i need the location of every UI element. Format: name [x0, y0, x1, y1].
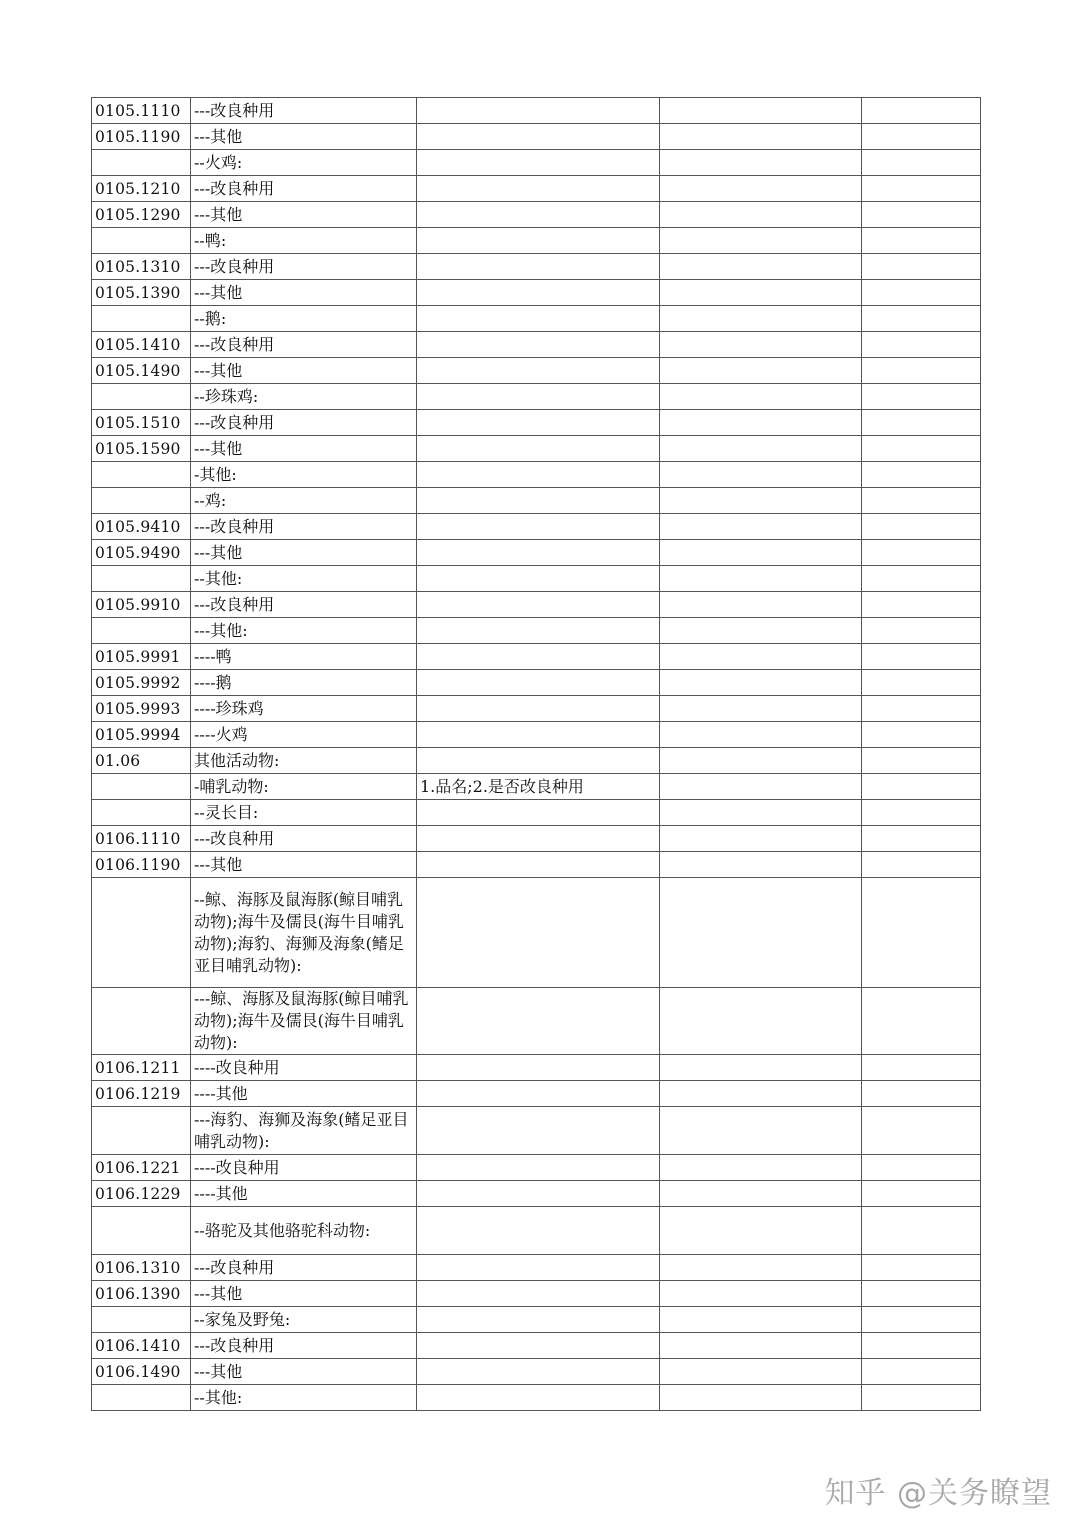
- empty-cell: [862, 98, 981, 124]
- declaration-elements-cell: [417, 748, 660, 774]
- description-cell: ---鲸、海豚及鼠海豚(鲸目哺乳动物);海牛及儒艮(海牛目哺乳动物):: [191, 988, 417, 1055]
- description-cell: ----珍珠鸡: [191, 696, 417, 722]
- empty-cell: [862, 878, 981, 988]
- description-cell: --骆驼及其他骆驼科动物:: [191, 1207, 417, 1255]
- empty-cell: [660, 228, 862, 254]
- declaration-elements-cell: [417, 358, 660, 384]
- declaration-elements-cell: [417, 566, 660, 592]
- table-row: [92, 1307, 981, 1333]
- empty-cell: [862, 1359, 981, 1385]
- empty-cell: [660, 488, 862, 514]
- hs-code-cell: 0106.1310: [92, 1255, 191, 1281]
- table-row: [92, 1107, 981, 1155]
- declaration-elements-cell: [417, 254, 660, 280]
- table-row: [92, 150, 981, 176]
- empty-cell: [862, 540, 981, 566]
- table-row: [92, 1155, 981, 1181]
- empty-cell: [660, 540, 862, 566]
- description-cell: --火鸡:: [191, 150, 417, 176]
- empty-cell: [862, 988, 981, 1055]
- empty-cell: [660, 748, 862, 774]
- empty-cell: [862, 280, 981, 306]
- table-row: [92, 202, 981, 228]
- description-cell: ----鸭: [191, 644, 417, 670]
- declaration-elements-cell: [417, 592, 660, 618]
- table-row: [92, 644, 981, 670]
- empty-cell: [660, 384, 862, 410]
- empty-cell: [862, 384, 981, 410]
- declaration-elements-cell: [417, 644, 660, 670]
- table-row: [92, 1181, 981, 1207]
- hs-code-cell: 01.06: [92, 748, 191, 774]
- hs-code-cell: 0106.1219: [92, 1081, 191, 1107]
- table-row: [92, 1255, 981, 1281]
- empty-cell: [862, 618, 981, 644]
- hs-code-cell: 0105.1390: [92, 280, 191, 306]
- table-row: [92, 176, 981, 202]
- declaration-elements-cell: [417, 1155, 660, 1181]
- description-cell: --鲸、海豚及鼠海豚(鲸目哺乳动物);海牛及儒艮(海牛目哺乳动物);海豹、海狮及海象(鳍足亚目哺乳动物):: [191, 878, 417, 988]
- empty-cell: [660, 696, 862, 722]
- declaration-elements-cell: [417, 670, 660, 696]
- empty-cell: [660, 988, 862, 1055]
- empty-cell: [862, 1207, 981, 1255]
- declaration-elements-cell: [417, 826, 660, 852]
- empty-cell: [660, 98, 862, 124]
- table-row: [92, 878, 981, 988]
- empty-cell: [862, 436, 981, 462]
- empty-cell: [660, 566, 862, 592]
- table-row: [92, 488, 981, 514]
- empty-cell: [862, 566, 981, 592]
- description-cell: 其他活动物:: [191, 748, 417, 774]
- declaration-elements-cell: 1.品名;2.是否改良种用: [417, 774, 660, 800]
- declaration-elements-cell: [417, 228, 660, 254]
- empty-cell: [862, 462, 981, 488]
- description-cell: ---改良种用: [191, 592, 417, 618]
- empty-cell: [660, 150, 862, 176]
- description-cell: ----改良种用: [191, 1155, 417, 1181]
- declaration-elements-cell: [417, 436, 660, 462]
- declaration-elements-cell: [417, 722, 660, 748]
- hs-code-cell: 0105.9992: [92, 670, 191, 696]
- table-row: [92, 332, 981, 358]
- empty-cell: [862, 228, 981, 254]
- declaration-elements-cell: [417, 280, 660, 306]
- empty-cell: [660, 1181, 862, 1207]
- empty-cell: [862, 748, 981, 774]
- empty-cell: [660, 202, 862, 228]
- declaration-elements-cell: [417, 306, 660, 332]
- description-cell: ----其他: [191, 1081, 417, 1107]
- empty-cell: [862, 1055, 981, 1081]
- hs-code-cell: [92, 462, 191, 488]
- description-cell: ---海豹、海狮及海象(鳍足亚目哺乳动物):: [191, 1107, 417, 1155]
- description-cell: ---其他: [191, 280, 417, 306]
- description-cell: --鸭:: [191, 228, 417, 254]
- hs-code-cell: [92, 878, 191, 988]
- hs-code-cell: 0105.9410: [92, 514, 191, 540]
- table-row: [92, 1385, 981, 1411]
- description-cell: ---其他: [191, 436, 417, 462]
- watermark: 知乎 @关务瞭望: [824, 1476, 1052, 1511]
- tariff-table: [91, 97, 981, 1411]
- empty-cell: [862, 1281, 981, 1307]
- table-row: [92, 1281, 981, 1307]
- table-row: [92, 514, 981, 540]
- description-cell: ---改良种用: [191, 98, 417, 124]
- description-cell: --珍珠鸡:: [191, 384, 417, 410]
- empty-cell: [862, 852, 981, 878]
- table-row: [92, 98, 981, 124]
- empty-cell: [660, 800, 862, 826]
- empty-cell: [660, 176, 862, 202]
- description-cell: --其他:: [191, 566, 417, 592]
- empty-cell: [862, 722, 981, 748]
- table-row: [92, 462, 981, 488]
- declaration-elements-cell: [417, 98, 660, 124]
- hs-code-cell: 0105.1190: [92, 124, 191, 150]
- declaration-elements-cell: [417, 1107, 660, 1155]
- table-row: [92, 1081, 981, 1107]
- hs-code-cell: 0105.9991: [92, 644, 191, 670]
- declaration-elements-cell: [417, 988, 660, 1055]
- hs-code-cell: 0106.1190: [92, 852, 191, 878]
- description-cell: ---改良种用: [191, 514, 417, 540]
- empty-cell: [862, 410, 981, 436]
- hs-code-cell: [92, 384, 191, 410]
- empty-cell: [862, 592, 981, 618]
- hs-code-cell: 0105.9993: [92, 696, 191, 722]
- hs-code-cell: 0106.1110: [92, 826, 191, 852]
- table-row: [92, 228, 981, 254]
- description-cell: --其他:: [191, 1385, 417, 1411]
- hs-code-cell: 0105.1590: [92, 436, 191, 462]
- table-row: [92, 1055, 981, 1081]
- hs-code-cell: 0106.1490: [92, 1359, 191, 1385]
- empty-cell: [660, 1255, 862, 1281]
- table-row: [92, 618, 981, 644]
- empty-cell: [660, 254, 862, 280]
- hs-code-cell: 0105.9910: [92, 592, 191, 618]
- table-row: [92, 800, 981, 826]
- description-cell: --灵长目:: [191, 800, 417, 826]
- description-cell: ---改良种用: [191, 254, 417, 280]
- declaration-elements-cell: [417, 1307, 660, 1333]
- hs-code-cell: 0106.1211: [92, 1055, 191, 1081]
- empty-cell: [660, 358, 862, 384]
- table-row: [92, 358, 981, 384]
- table-row: [92, 670, 981, 696]
- empty-cell: [660, 826, 862, 852]
- empty-cell: [660, 124, 862, 150]
- description-cell: ---其他: [191, 358, 417, 384]
- empty-cell: [660, 1307, 862, 1333]
- empty-cell: [660, 852, 862, 878]
- description-cell: ---其他: [191, 202, 417, 228]
- table-row: [92, 774, 981, 800]
- description-cell: ----其他: [191, 1181, 417, 1207]
- empty-cell: [660, 410, 862, 436]
- empty-cell: [862, 358, 981, 384]
- declaration-elements-cell: [417, 540, 660, 566]
- table-row: [92, 384, 981, 410]
- tariff-table-body: [92, 98, 981, 1411]
- empty-cell: [660, 1359, 862, 1385]
- empty-cell: [660, 774, 862, 800]
- hs-code-cell: 0105.9490: [92, 540, 191, 566]
- empty-cell: [660, 280, 862, 306]
- hs-code-cell: 0106.1221: [92, 1155, 191, 1181]
- empty-cell: [660, 1333, 862, 1359]
- empty-cell: [862, 1081, 981, 1107]
- declaration-elements-cell: [417, 1181, 660, 1207]
- declaration-elements-cell: [417, 332, 660, 358]
- declaration-elements-cell: [417, 176, 660, 202]
- description-cell: ----鹅: [191, 670, 417, 696]
- declaration-elements-cell: [417, 124, 660, 150]
- hs-code-cell: [92, 566, 191, 592]
- empty-cell: [660, 1155, 862, 1181]
- table-row: [92, 592, 981, 618]
- table-row: [92, 696, 981, 722]
- hs-code-cell: 0105.1310: [92, 254, 191, 280]
- hs-code-cell: [92, 988, 191, 1055]
- empty-cell: [660, 332, 862, 358]
- empty-cell: [862, 306, 981, 332]
- declaration-elements-cell: [417, 202, 660, 228]
- declaration-elements-cell: [417, 384, 660, 410]
- hs-code-cell: 0105.9994: [92, 722, 191, 748]
- empty-cell: [660, 436, 862, 462]
- empty-cell: [862, 696, 981, 722]
- empty-cell: [862, 176, 981, 202]
- empty-cell: [862, 774, 981, 800]
- hs-code-cell: [92, 306, 191, 332]
- table-row: [92, 1333, 981, 1359]
- hs-code-cell: [92, 800, 191, 826]
- declaration-elements-cell: [417, 462, 660, 488]
- hs-code-cell: 0105.1510: [92, 410, 191, 436]
- empty-cell: [660, 306, 862, 332]
- empty-cell: [660, 722, 862, 748]
- hs-code-cell: 0106.1390: [92, 1281, 191, 1307]
- hs-code-cell: [92, 228, 191, 254]
- empty-cell: [660, 462, 862, 488]
- empty-cell: [660, 1207, 862, 1255]
- empty-cell: [862, 1181, 981, 1207]
- description-cell: ---改良种用: [191, 410, 417, 436]
- declaration-elements-cell: [417, 1081, 660, 1107]
- description-cell: ----改良种用: [191, 1055, 417, 1081]
- empty-cell: [862, 1333, 981, 1359]
- empty-cell: [862, 1107, 981, 1155]
- description-cell: ---改良种用: [191, 1255, 417, 1281]
- declaration-elements-cell: [417, 514, 660, 540]
- description-cell: ---其他:: [191, 618, 417, 644]
- table-row: [92, 722, 981, 748]
- hs-code-cell: 0105.1110: [92, 98, 191, 124]
- empty-cell: [862, 800, 981, 826]
- empty-cell: [862, 150, 981, 176]
- hs-code-cell: 0106.1410: [92, 1333, 191, 1359]
- table-row: [92, 748, 981, 774]
- empty-cell: [660, 1081, 862, 1107]
- table-row: [92, 436, 981, 462]
- empty-cell: [660, 878, 862, 988]
- declaration-elements-cell: [417, 618, 660, 644]
- table-row: [92, 852, 981, 878]
- table-row: [92, 540, 981, 566]
- description-cell: ---其他: [191, 852, 417, 878]
- declaration-elements-cell: [417, 1255, 660, 1281]
- declaration-elements-cell: [417, 1359, 660, 1385]
- declaration-elements-cell: [417, 1281, 660, 1307]
- empty-cell: [862, 670, 981, 696]
- hs-code-cell: [92, 1107, 191, 1155]
- table-row: [92, 566, 981, 592]
- declaration-elements-cell: [417, 1207, 660, 1255]
- empty-cell: [660, 644, 862, 670]
- hs-code-cell: [92, 1307, 191, 1333]
- description-cell: ---改良种用: [191, 1333, 417, 1359]
- description-cell: ---其他: [191, 124, 417, 150]
- declaration-elements-cell: [417, 852, 660, 878]
- declaration-elements-cell: [417, 488, 660, 514]
- description-cell: ---其他: [191, 1281, 417, 1307]
- hs-code-cell: [92, 618, 191, 644]
- description-cell: --鸡:: [191, 488, 417, 514]
- empty-cell: [862, 332, 981, 358]
- declaration-elements-cell: [417, 1385, 660, 1411]
- declaration-elements-cell: [417, 696, 660, 722]
- declaration-elements-cell: [417, 1055, 660, 1081]
- empty-cell: [660, 1385, 862, 1411]
- table-row: [92, 988, 981, 1055]
- empty-cell: [862, 514, 981, 540]
- table-row: [92, 254, 981, 280]
- hs-code-cell: [92, 1207, 191, 1255]
- table-row: [92, 280, 981, 306]
- description-cell: ----火鸡: [191, 722, 417, 748]
- empty-cell: [862, 202, 981, 228]
- declaration-elements-cell: [417, 878, 660, 988]
- table-row: [92, 410, 981, 436]
- hs-code-cell: [92, 150, 191, 176]
- declaration-elements-cell: [417, 800, 660, 826]
- empty-cell: [862, 1255, 981, 1281]
- empty-cell: [660, 1281, 862, 1307]
- hs-code-cell: 0105.1210: [92, 176, 191, 202]
- empty-cell: [862, 124, 981, 150]
- hs-code-cell: 0105.1490: [92, 358, 191, 384]
- table-row: [92, 1359, 981, 1385]
- table-row: [92, 306, 981, 332]
- description-cell: -哺乳动物:: [191, 774, 417, 800]
- empty-cell: [660, 1107, 862, 1155]
- empty-cell: [862, 826, 981, 852]
- empty-cell: [660, 592, 862, 618]
- declaration-elements-cell: [417, 150, 660, 176]
- description-cell: ---改良种用: [191, 176, 417, 202]
- declaration-elements-cell: [417, 410, 660, 436]
- description-cell: ---改良种用: [191, 332, 417, 358]
- hs-code-cell: [92, 774, 191, 800]
- empty-cell: [862, 488, 981, 514]
- empty-cell: [660, 618, 862, 644]
- description-cell: ---其他: [191, 540, 417, 566]
- hs-code-cell: [92, 1385, 191, 1411]
- table-row: [92, 1207, 981, 1255]
- description-cell: --家兔及野兔:: [191, 1307, 417, 1333]
- description-cell: ---改良种用: [191, 826, 417, 852]
- hs-code-cell: [92, 488, 191, 514]
- table-row: [92, 124, 981, 150]
- empty-cell: [862, 644, 981, 670]
- empty-cell: [660, 514, 862, 540]
- empty-cell: [660, 1055, 862, 1081]
- hs-code-cell: 0105.1410: [92, 332, 191, 358]
- empty-cell: [862, 1155, 981, 1181]
- empty-cell: [862, 254, 981, 280]
- table-row: [92, 826, 981, 852]
- declaration-elements-cell: [417, 1333, 660, 1359]
- hs-code-cell: 0106.1229: [92, 1181, 191, 1207]
- empty-cell: [862, 1385, 981, 1411]
- empty-cell: [660, 670, 862, 696]
- description-cell: --鹅:: [191, 306, 417, 332]
- description-cell: ---其他: [191, 1359, 417, 1385]
- description-cell: -其他:: [191, 462, 417, 488]
- empty-cell: [862, 1307, 981, 1333]
- hs-code-cell: 0105.1290: [92, 202, 191, 228]
